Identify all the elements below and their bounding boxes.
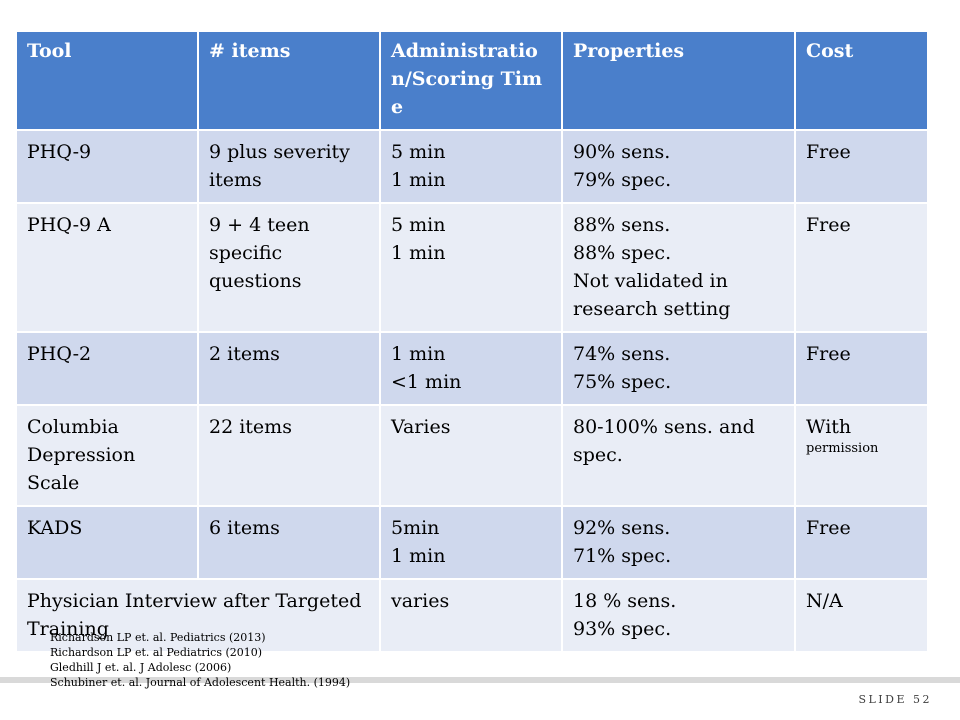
cell-items: 6 items [198, 506, 380, 579]
cell-properties: 90% sens. 79% spec. [562, 130, 795, 203]
cell-tool: PHQ-9 [17, 130, 198, 203]
header-properties: Properties [562, 32, 795, 130]
cell-cost: Free [795, 332, 928, 405]
cell-cost: N/A [795, 579, 928, 652]
cell-tool: KADS [17, 506, 198, 579]
cell-properties: 80-100% sens. and spec. [562, 405, 795, 506]
cell-time: Varies [380, 405, 562, 506]
table-row [17, 130, 928, 203]
header-cost: Cost [795, 32, 928, 130]
cell-cost: Free [795, 203, 928, 332]
cell-properties: 92% sens. 71% spec. [562, 506, 795, 579]
table-row [17, 203, 928, 332]
table-row [17, 332, 928, 405]
header-tool: Tool [17, 32, 198, 130]
cell-tool: Physician Interview after Targeted Training [17, 579, 380, 652]
table-row [17, 506, 928, 579]
cell-cost: Free [795, 506, 928, 579]
cell-cost: With permission [795, 405, 928, 506]
reference-item: Richardson LP et. al. Pediatrics (2013) [50, 631, 266, 644]
cell-properties: 88% sens. 88% spec. Not validated in research setting [562, 203, 795, 332]
cell-time: 5 min 1 min [380, 203, 562, 332]
cell-properties: 74% sens. 75% spec. [562, 332, 795, 405]
reference-item: Richardson LP et. al Pediatrics (2010) [50, 646, 263, 659]
cell-items: 9 plus severity items [198, 130, 380, 203]
cell-tool: Columbia Depression Scale [17, 405, 198, 506]
cell-time: 1 min <1 min [380, 332, 562, 405]
reference-item: Gledhill J et. al. J Adolesc (2006) [50, 661, 232, 674]
cell-items: 2 items [198, 332, 380, 405]
cell-time: varies [380, 579, 562, 652]
cell-tool: PHQ-9 A [17, 203, 198, 332]
cell-cost: Free [795, 130, 928, 203]
cell-time: 5min 1 min [380, 506, 562, 579]
screening-tools-table [17, 32, 929, 653]
header-time: Administration/Scoring Time [380, 32, 562, 130]
cell-properties: 18 % sens. 93% spec. [562, 579, 795, 652]
references [50, 630, 350, 690]
cell-items: 22 items [198, 405, 380, 506]
table-row [17, 405, 928, 506]
cell-tool: PHQ-2 [17, 332, 198, 405]
cell-items: 9 + 4 teen specific questions [198, 203, 380, 332]
table-header-row [17, 32, 928, 130]
header-items: # items [198, 32, 380, 130]
slide-number: SLIDE 52 [858, 693, 932, 706]
cell-time: 5 min 1 min [380, 130, 562, 203]
reference-item: Schubiner et. al. Journal of Adolescent Health. (1994) [50, 676, 351, 689]
cost-note: permission [806, 441, 879, 456]
